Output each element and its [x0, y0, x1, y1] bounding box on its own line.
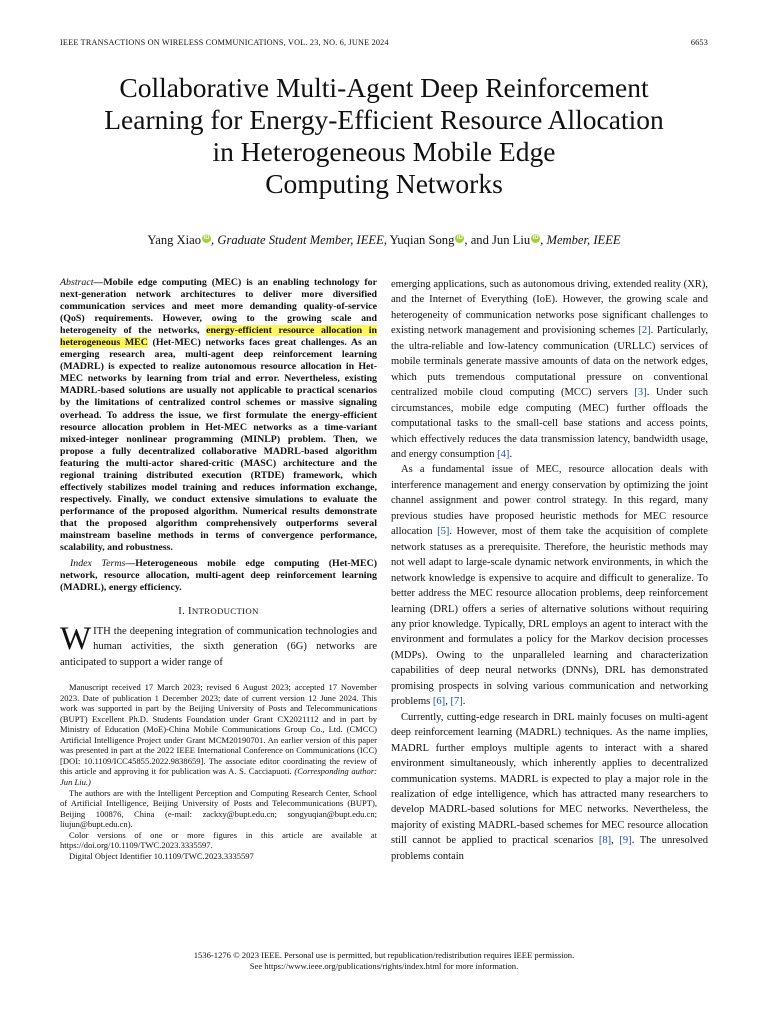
orcid-icon[interactable]: iD — [532, 234, 539, 241]
footnote-paragraph: The authors are with the Intelligent Perception and Computing Research Center, School of Artificial Intelligence, Beijing University of Posts and Telecommunications (BUPT), Beijing 100876, China (e-mail: zackxy@bupt.edu.cn; songyuqian@bupt.edu.cn; liujun@bupt.edu.cn). — [60, 787, 377, 830]
abstract — [60, 277, 377, 554]
citation-link[interactable]: [9] — [619, 835, 632, 847]
intro-text: ITH the deepening integration of communication technologies and human activities, the sixth generation (6G) networks are anticipated to support a wider range of — [60, 625, 377, 668]
citation-link[interactable]: [3] — [634, 387, 647, 399]
footnote — [60, 682, 377, 861]
author-name: , and Jun Liu — [464, 233, 531, 247]
footnote-paragraph — [60, 682, 377, 787]
citation-link[interactable]: [6] — [432, 696, 446, 708]
rights-line: See https://www.ieee.org/publications/rights/index.html for more information. — [249, 961, 519, 971]
citation-link[interactable]: [7] — [450, 696, 463, 708]
paper-title — [30, 72, 738, 200]
corresponding-author: (Corresponding author: Jun Liu.) — [60, 766, 377, 787]
abstract-text: (Het-MEC) networks faces great challenges. As an emerging research area, multi-agent deep reinforcement learning (MADRL) is expected to realize autonomous resource allocation in Het-MEC networks by learning from trial and error. Nevertheless, existing MADRL-based solutions are usually not applicable to practical scenarios by the limitations of centralized control schemes or massive signaling overhead. To address the issue, we first formulate the energy-efficient resource allocation problem in Het-MEC networks as a time-variant mixed-integer nonlinear programming (MINLP) problem. Then, we propose a fully decentralized collaborative MADRL-based algorithm featuring the multi-actor shared-critic (MASC) architecture and the regional training distributed execution (RTDE) framework, which effectively stabilizes model training and reduces information exchange, respectively. Finally, we conduct extensive simulations to evaluate the performance of the proposed algorithm. Numerical results demonstrate that the proposed algorithm comprehensively outperforms several mainstream baseline methods in terms of convergence performance, scalability, and robustness. — [60, 337, 377, 554]
section-number: I. I — [178, 606, 192, 618]
author-name: Yang Xiao — [147, 233, 202, 247]
body-text: , — [611, 835, 620, 847]
footnote-paragraph: Digital Object Identifier 10.1109/TWC.2023.3335597 — [69, 850, 254, 861]
highlighted-text[interactable]: energy-efficient resource allocation in heterogeneous MEC — [60, 325, 377, 349]
body-text: . However, most of them take the acquisition of complete network statuses as a prerequisite. Therefore, the heuristic methods may not well adapt to large-scale dynamic network environments, in which the network knowledge is expensive to acquire and difficult to generalize. To better address the MEC resource allocation problems, deep reinforcement learning (DRL) offers a series of alternative solutions without requiring any prior knowledge. Typically, DRL employs an agent to interact with the environment and formulates a policy for the Markov decision processes (MDPs). Owing to the unparalleled learning and characterization capabilities of deep neural networks (DNNs), DRL has demonstrated promising prospects in solving various communication and networking problems — [391, 526, 708, 708]
abstract-text: Mobile edge computing (MEC) is an enabling technology for next-generation network architectures to deliver more diversified communication services and meet more demanding quality-of-service (QoS) requirements. However, owing to the growing scale and heterogeneity of the networks, — [60, 277, 377, 337]
citation-link[interactable]: [4] — [497, 448, 510, 460]
copyright-line: 1536-1276 © 2023 IEEE. Personal use is permitted, but republication/redistribution requires IEEE permission. — [193, 950, 575, 960]
index-terms-dash: — — [125, 558, 136, 570]
author-affiliation: , Graduate Student Member, IEEE — [211, 233, 384, 247]
title-line: Learning for Energy-Efficient Resource Allocation — [104, 104, 664, 135]
section-title: NTRODUCTION — [191, 606, 259, 617]
body-text: , — [445, 696, 451, 708]
abstract-label: Abstract — [60, 277, 94, 288]
citation-link[interactable]: [5] — [437, 526, 450, 538]
footnote-text: Manuscript received 17 March 2023; revised 6 August 2023; accepted 17 November 2023. Date of publication 1 December 2023; date of current version 12 June 2024. This work was supported in part by the Beijing University of Posts and Telecommunications (BUPT) Excellent Ph.D. Students Foundation under Grant CX2021112 and in part by Ministry of Education (MoE)-China Mobile Communications Group Co., Ltd. (CMCC) Artificial Intelligence Project under Grant MCM20190701. An earlier version of this paper was presented in part at the 2022 IEEE International Conference on Communications (ICC) [DOI: 10.1109/ICC45855.2022.9838659]. The associate editor coordinating the review of this article and approving it for publication was A. S. Cacciapuoti. — [60, 682, 377, 777]
footnote-paragraph: Color versions of one or more figures in this article are available at https://doi.org/10.1109/TWC.2023.3335597. — [60, 829, 377, 851]
running-head — [60, 38, 708, 47]
copyright-footer — [60, 950, 708, 972]
body-text: . — [509, 448, 513, 460]
left-column — [60, 277, 377, 861]
dropcap: W — [60, 620, 92, 657]
body-text: Currently, cutting-edge research in DRL mainly focuses on multi-agent deep reinforcement learning (MADRL) techniques. As the name implies, MADRL further employs multiple agents to interact with a shared environment simultaneously, which inherently applies to decentralized communication systems. MADRL is expected to play a major role in the realization of edge intelligence, which has attracted many researchers to develop MADRL-based solutions for MEC networks. Nevertheless, the majority of existing MADRL-based schemes for MEC resource allocation still cannot be applied to practical scenarios — [391, 711, 708, 847]
author-list — [20, 233, 748, 248]
citation-link[interactable]: [2] — [638, 325, 651, 337]
body-paragraph — [391, 710, 708, 865]
citation-link[interactable]: [8] — [598, 835, 612, 847]
journal-header: IEEE TRANSACTIONS ON WIRELESS COMMUNICATIONS, VOL. 23, NO. 6, JUNE 2024 — [60, 38, 389, 47]
body-text: As a fundamental issue of MEC, resource allocation deals with interference management and energy conservation by optimizing the joint channel assignment and power control strategy. In this regard, many previous studies have proposed heuristic methods for MEC resource allocation — [391, 464, 708, 538]
body-text: . Particularly, the ultra-reliable and low-latency communication (URLLC) services of mobile terminals generate massive amounts of data on the network edges, which puts tremendous computational pressure on conventional centralized mobile cloud computing (MCC) servers — [391, 325, 708, 399]
body-text: . Under such circumstances, mobile edge computing (MEC) further offloads the computational tasks to the small-cell base stations and access points, which effectively reduces the data transmission latency, bandwidth usage, and energy consumption — [391, 387, 708, 460]
body-text: emerging applications, such as autonomous driving, extended reality (XR), and the Internet of Everything (IoE). However, the growing scale and heterogeneity of communication networks pose significant challenges to existing network management and provisioning schemes — [391, 279, 708, 337]
intro-paragraph — [60, 620, 377, 670]
abstract-dash: — — [93, 277, 104, 288]
index-terms-label: Index Terms — [70, 558, 126, 570]
author-name: , Yuqian Song — [383, 233, 455, 247]
orcid-icon[interactable]: iD — [456, 234, 463, 241]
body-paragraph — [391, 277, 708, 462]
body-paragraph — [391, 462, 708, 709]
right-column — [391, 277, 708, 864]
author-affiliation: , Member, IEEE — [540, 233, 621, 247]
title-line: Collaborative Multi-Agent Deep Reinforcement — [119, 72, 649, 103]
page-number: 6653 — [690, 38, 708, 47]
index-terms-text: Heterogeneous mobile edge computing (Het-MEC) network, resource allocation, multi-agent deep reinforcement learning (MADRL), energy efficiency. — [60, 558, 377, 594]
body-text: . — [462, 696, 466, 708]
orcid-icon[interactable]: iD — [203, 234, 210, 241]
body-text: . The unresolved problems contain — [391, 835, 708, 862]
section-heading — [60, 604, 377, 619]
title-line: in Heterogeneous Mobile Edge — [212, 136, 556, 167]
index-terms — [60, 558, 377, 594]
title-line: Computing Networks — [265, 168, 503, 199]
